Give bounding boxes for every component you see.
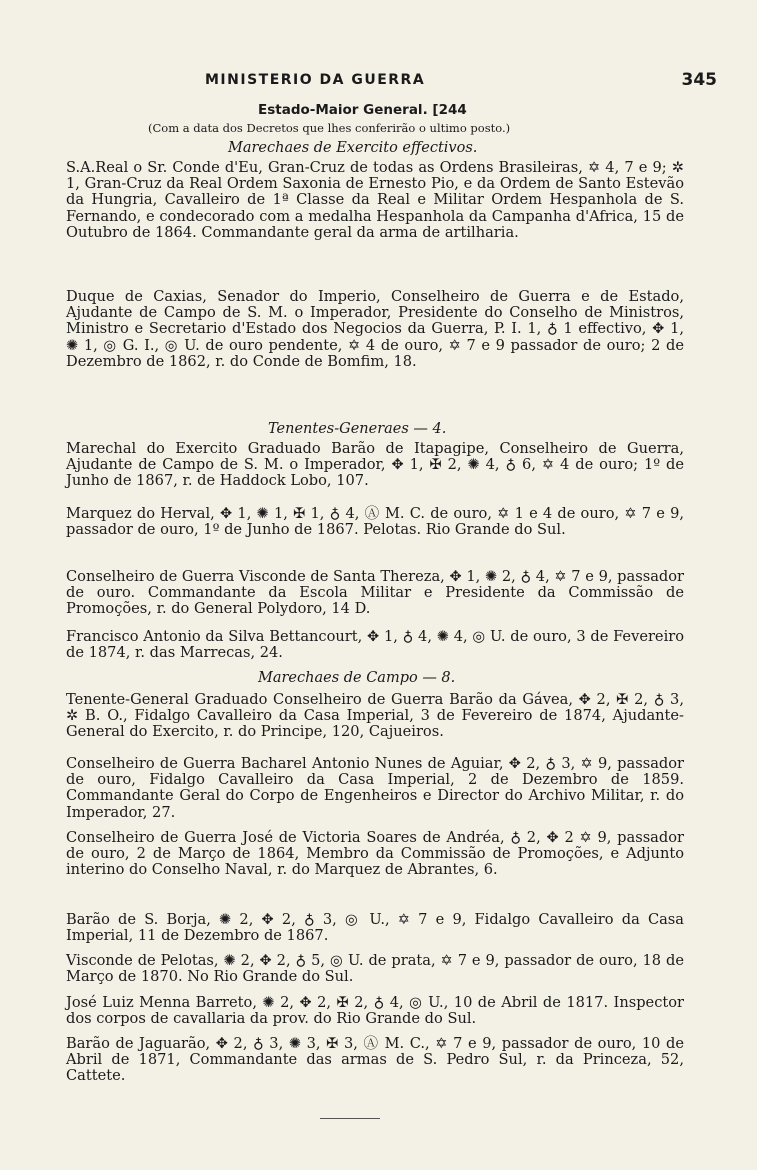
entry-barao-gavea: [44, 692, 684, 741]
entry-text: Marechal do Exercito Graduado Barão de Itapagipe, Conselheiro de Guerra, Ajudante de Campo de S. M. o Imperador, ✥ 1, ✠ 2, ✺ 4, ♁ 6, ✡ 4 de ouro; 1º de Junho de 1867, r. de Haddock Lobo, 107.: [66, 440, 684, 490]
entry-text: Barão de Jaguarão, ✥ 2, ♁ 3, ✺ 3, ✠ 3, Ⓐ M. C., ✡ 7 e 9, passador de ouro, 10 de Abril de 1871, Commandante das armas de S. Pedro Sul, r. da Princeza, 52, Cattete.: [66, 1035, 684, 1085]
entry-silva-bettancourt: [44, 629, 684, 661]
entry-text: S.A.Real o Sr. Conde d'Eu, Gran-Cruz de todas as Ordens Brasileiras, ✡ 4, 7 e 9; ✲ 1, Gran-Cruz da Real Ordem Saxonia de Ernesto Pio, e da Ordem de Santo Estevão da Hungria, Cavalleiro de 1ª Classe da Real e Militar Ordem Hespanhola de S. Fernando, e condecorado com a medalha Hespanhola da Campanha d'Africa, 15 de Outubro de 1864. Commandante geral da arma de artilharia.: [66, 159, 684, 241]
entry-text: Marquez do Herval, ✥ 1, ✺ 1, ✠ 1, ♁ 4, Ⓐ M. C. de ouro, ✡ 1 e 4 de ouro, ✡ 7 e 9, passador de ouro, 1º de Junho de 1867. Pelotas. Rio Grande do Sul.: [66, 505, 684, 539]
entry-conde-deu: [44, 160, 684, 241]
entry-soares-andrea: [44, 830, 684, 879]
entry-duque-caxias: [44, 289, 684, 370]
running-header: [0, 72, 757, 96]
entry-barao-jaguarao: [44, 1036, 684, 1085]
section-title: Estado-Maior General. [244: [258, 102, 467, 118]
entry-marquez-herval: [44, 506, 684, 538]
entry-text: José Luiz Menna Barreto, ✺ 2, ✥ 2, ✠ 2, ♁ 4, ◎ U., 10 de Abril de 1817. Inspector dos corpos de cavallaria da prov. do Rio Grande do Sul.: [66, 994, 684, 1028]
subheading-tenentes-generaes: Tenentes-Generaes — 4.: [268, 421, 447, 437]
end-rule: [320, 1118, 380, 1119]
entry-text: Duque de Caxias, Senador do Imperio, Conselheiro de Guerra e de Estado, Ajudante de Campo de S. M. o Imperador, Presidente do Conselho de Ministros, Ministro e Secretario d'Estado dos Negocios da Guerra, P. I. 1, ♁ 1 effectivo, ✥ 1, ✺ 1, ◎ G. I., ◎ U. de ouro pendente, ✡ 4 de ouro, ✡ 7 e 9 passador de ouro; 2 de Dezembro de 1862, r. do Conde de Bomfim, 18.: [66, 288, 684, 370]
page-header-title: MINISTERIO DA GUERRA: [205, 72, 426, 88]
entry-text: Conselheiro de Guerra José de Victoria Soares de Andréa, ♁ 2, ✥ 2 ✡ 9, passador de ouro, 2 de Março de 1864, Membro da Commissão de Promoções, e Adjunto interino do Conselho Naval, r. do Marquez de Abrantes, 6.: [66, 829, 684, 879]
subheading-marechaes-exercito: Marechaes de Exercito effectivos.: [228, 140, 478, 156]
entry-text: Francisco Antonio da Silva Bettancourt, ✥ 1, ♁ 4, ✺ 4, ◎ U. de ouro, 3 de Fevereiro de 1874, r. das Marrecas, 24.: [66, 628, 684, 662]
entry-visconde-santa-thereza: [44, 569, 684, 618]
entry-text: Conselheiro de Guerra Visconde de Santa Thereza, ✥ 1, ✺ 2, ♁ 4, ✡ 7 e 9, passador de ouro. Commandante da Escola Militar e Presidente da Commissão de Promoções, r. do General Polydoro, 14 D.: [66, 568, 684, 618]
entry-text: Conselheiro de Guerra Bacharel Antonio Nunes de Aguiar, ✥ 2, ♁ 3, ✡ 9, passador de ouro, Fidalgo Cavalleiro da Casa Imperial, 2 de Dezembro de 1859. Commandante Geral do Corpo de Engenheiros e Director do Archivo Militar, r. do Imperador, 27.: [66, 755, 684, 821]
entry-barao-s-borja: [44, 912, 684, 944]
section-note: (Com a data dos Decretos que lhes conferirão o ultimo posto.): [148, 121, 511, 135]
entry-visconde-pelotas: [44, 953, 684, 985]
entry-text: Tenente-General Graduado Conselheiro de Guerra Barão da Gávea, ✥ 2, ✠ 2, ♁ 3, ✲ B. O., Fidalgo Cavalleiro da Casa Imperial, 3 de Fevereiro de 1874, Ajudante-General do Exercito, r. do Principe, 120, Cajueiros.: [66, 691, 684, 741]
entry-nunes-aguiar: [44, 756, 684, 821]
entry-text: Barão de S. Borja, ✺ 2, ✥ 2, ♁ 3, ◎ U., ✡ 7 e 9, Fidalgo Cavalleiro da Casa Imperial, 11 de Dezembro de 1867.: [66, 911, 684, 945]
subheading-marechaes-campo: Marechaes de Campo — 8.: [258, 670, 456, 686]
entry-text: Visconde de Pelotas, ✺ 2, ✥ 2, ♁ 5, ◎ U. de prata, ✡ 7 e 9, passador de ouro, 18 de Março de 1870. No Rio Grande do Sul.: [66, 952, 684, 986]
entry-menna-barreto: [44, 995, 684, 1027]
page-number: 345: [681, 70, 717, 90]
entry-barao-itapagipe: [44, 441, 684, 490]
